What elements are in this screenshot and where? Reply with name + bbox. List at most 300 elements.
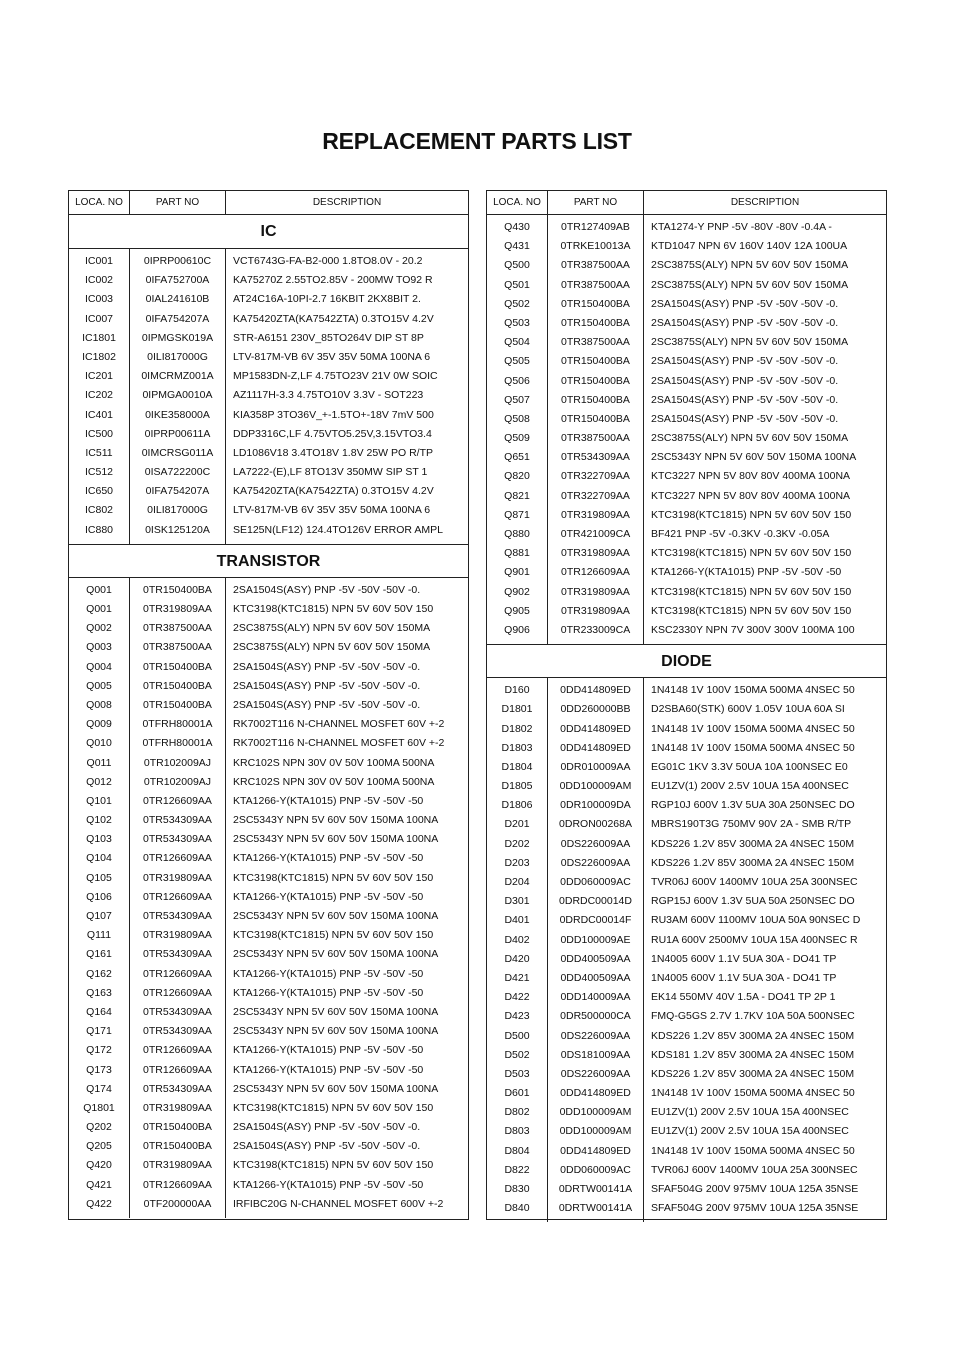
loca-no-cell: IC002 xyxy=(69,271,130,290)
loca-no-cell: Q003 xyxy=(69,638,130,657)
description-cell: KTA1266-Y(KTA1015) PNP -5V -50V -50 xyxy=(233,890,424,903)
loca-no-cell: D830 xyxy=(487,1180,548,1199)
part-no-cell: 0DD100009AM xyxy=(548,1103,644,1122)
part-no-cell: 0DS181009AA xyxy=(548,1046,644,1065)
part-no-cell: 0DR500000CA xyxy=(548,1007,644,1026)
part-no-cell: 0IAL241610B xyxy=(130,290,226,309)
part-no-cell: 0TR150400BA xyxy=(130,1118,226,1137)
table-row xyxy=(69,501,468,520)
table-row xyxy=(69,715,468,734)
loca-no-cell: IC500 xyxy=(69,425,130,444)
description-cell: KDS226 1.2V 85V 300MA 2A 4NSEC 150M xyxy=(651,837,855,850)
part-no-cell: 0DS226009AA xyxy=(548,835,644,854)
loca-no-cell: D601 xyxy=(487,1084,548,1103)
description-cell: LTV-817M-VB 6V 35V 35V 50MA 100NA 6 xyxy=(233,350,431,363)
part-no-cell: 0IMCRSG011A xyxy=(130,444,226,463)
part-no-cell: 0TFRH80001A xyxy=(130,734,226,753)
table-row xyxy=(487,1007,886,1026)
table-row xyxy=(487,1180,886,1199)
loca-no-cell: D1801 xyxy=(487,700,548,719)
loca-no-cell: Q881 xyxy=(487,544,548,563)
section-rows xyxy=(487,215,886,644)
table-row xyxy=(487,410,886,429)
description-cell: 2SA1504S(ASY) PNP -5V -50V -50V -0. xyxy=(651,412,839,425)
part-no-cell: 0TR102009AJ xyxy=(130,773,226,792)
header-loca: LOCA. NO xyxy=(69,191,130,214)
description-cell: SFAF504G 200V 975MV 10UA 125A 35NSE xyxy=(651,1183,859,1195)
part-no-cell: 0TR319809AA xyxy=(548,602,644,621)
loca-no-cell: D802 xyxy=(487,1103,548,1122)
table-row xyxy=(69,830,468,849)
part-no-cell: 0DD100009AM xyxy=(548,777,644,796)
part-no-cell: 0ILI817000G xyxy=(130,501,226,520)
description-cell: 2SA1504S(ASY) PNP -5V -50V -50V -0. xyxy=(233,583,421,596)
description-cell: 2SC5343Y NPN 5V 60V 50V 150MA 100NA xyxy=(233,833,439,846)
loca-no-cell: D1804 xyxy=(487,758,548,777)
part-no-cell: 0TR319809AA xyxy=(130,869,226,888)
table-row xyxy=(487,544,886,563)
description-cell: MP1583DN-Z,LF 4.75TO23V 21V 0W SOIC xyxy=(233,370,438,383)
table-row xyxy=(69,581,468,600)
loca-no-cell: D803 xyxy=(487,1122,548,1141)
description-cell: KTA1266-Y(KTA1015) PNP -5V -50V -50 xyxy=(233,794,424,807)
table-row xyxy=(69,463,468,482)
table-row xyxy=(487,815,886,834)
table-row xyxy=(69,1137,468,1156)
part-no-cell: 0TR534309AA xyxy=(130,830,226,849)
part-no-cell: 0DR010009AA xyxy=(548,758,644,777)
parts-table-left xyxy=(68,190,469,1220)
description-cell: RU3AM 600V 1100MV 10UA 50A 90NSEC D xyxy=(651,914,861,927)
part-no-cell: 0DS226009AA xyxy=(548,1027,644,1046)
table-row xyxy=(69,907,468,926)
part-no-cell: 0TR534309AA xyxy=(130,811,226,830)
section-rows xyxy=(487,678,886,1222)
part-no-cell: 0DD400509AA xyxy=(548,950,644,969)
loca-no-cell: D420 xyxy=(487,950,548,969)
part-no-cell: 0TR319809AA xyxy=(130,1099,226,1118)
part-no-cell: 0DD140009AA xyxy=(548,988,644,1007)
table-row xyxy=(69,888,468,907)
table-row xyxy=(69,482,468,501)
part-no-cell: 0DD060009AC xyxy=(548,1161,644,1180)
description-cell: KRC102S NPN 30V 0V 50V 100MA 500NA xyxy=(233,775,435,788)
part-no-cell: 0TR150400BA xyxy=(548,314,644,333)
loca-no-cell: Q902 xyxy=(487,583,548,602)
part-no-cell: 0TR387500AA xyxy=(130,638,226,657)
loca-no-cell: D1803 xyxy=(487,739,548,758)
part-no-cell: 0TR534309AA xyxy=(548,448,644,467)
loca-no-cell: Q506 xyxy=(487,372,548,391)
description-cell: SE125N(LF12) 124.4TO126V ERROR AMPL xyxy=(233,523,443,536)
description-cell: 2SA1504S(ASY) PNP -5V -50V -50V -0. xyxy=(233,660,421,673)
description-cell: 2SA1504S(ASY) PNP -5V -50V -50V -0. xyxy=(651,316,839,329)
loca-no-cell: IC511 xyxy=(69,444,130,463)
header-part: PART NO xyxy=(130,191,226,214)
part-no-cell: 0IMCRMZ001A xyxy=(130,367,226,386)
table-row xyxy=(487,1084,886,1103)
table-row xyxy=(69,271,468,290)
description-cell: KTC3198(KTC1815) NPN 5V 60V 50V 150 xyxy=(651,604,852,617)
part-no-cell: 0TR126609AA xyxy=(130,965,226,984)
table-row xyxy=(69,773,468,792)
description-cell: 2SC3875S(ALY) NPN 5V 60V 50V 150MA xyxy=(651,336,849,349)
loca-no-cell: D401 xyxy=(487,911,548,930)
table-row xyxy=(487,1122,886,1141)
loca-no-cell: D840 xyxy=(487,1199,548,1218)
table-row xyxy=(487,988,886,1007)
table-row xyxy=(69,811,468,830)
table-row xyxy=(487,873,886,892)
loca-no-cell: D1805 xyxy=(487,777,548,796)
loca-no-cell: Q1801 xyxy=(69,1099,130,1118)
loca-no-cell: Q102 xyxy=(69,811,130,830)
loca-no-cell: D402 xyxy=(487,931,548,950)
loca-no-cell: Q008 xyxy=(69,696,130,715)
part-no-cell: 0TR150400BA xyxy=(548,391,644,410)
part-no-cell: 0DD260000BB xyxy=(548,700,644,719)
loca-no-cell: IC007 xyxy=(69,310,130,329)
part-no-cell: 0DRON00268A xyxy=(548,815,644,834)
table-row xyxy=(69,521,468,540)
description-cell: KTD1047 NPN 6V 160V 140V 12A 100UA xyxy=(651,240,848,253)
part-no-cell: 0DRTW00141A xyxy=(548,1199,644,1218)
part-no-cell: 0IKE358000A xyxy=(130,406,226,425)
loca-no-cell: Q871 xyxy=(487,506,548,525)
part-no-cell: 0TR150400BA xyxy=(130,581,226,600)
loca-no-cell: Q420 xyxy=(69,1156,130,1175)
loca-no-cell: Q107 xyxy=(69,907,130,926)
description-cell: 2SC3875S(ALY) NPN 5V 60V 50V 150MA xyxy=(651,278,849,291)
table-row xyxy=(69,638,468,657)
loca-no-cell: D201 xyxy=(487,815,548,834)
description-cell: 1N4148 1V 100V 150MA 500MA 4NSEC 50 xyxy=(651,1144,855,1157)
loca-no-cell: IC1801 xyxy=(69,329,130,348)
loca-no-cell: IC880 xyxy=(69,521,130,540)
description-cell: 2SC5343Y NPN 5V 60V 50V 150MA 100NA xyxy=(233,1005,439,1018)
description-cell: KDS181 1.2V 85V 300MA 2A 4NSEC 150M xyxy=(651,1048,855,1061)
table-row xyxy=(487,739,886,758)
table-row xyxy=(69,734,468,753)
loca-no-cell: Q906 xyxy=(487,621,548,640)
loca-no-cell: D503 xyxy=(487,1065,548,1084)
loca-no-cell: Q500 xyxy=(487,256,548,275)
part-no-cell: 0TR421009CA xyxy=(548,525,644,544)
table-row xyxy=(69,869,468,888)
part-no-cell: 0TR319809AA xyxy=(130,600,226,619)
description-cell: 2SC5343Y NPN 5V 60V 50V 150MA 100NA xyxy=(233,814,439,827)
section-heading: TRANSISTOR xyxy=(69,544,468,578)
description-cell: TVR06J 600V 1400MV 10UA 25A 300NSEC xyxy=(651,876,858,888)
header-loca: LOCA. NO xyxy=(487,191,548,214)
loca-no-cell: IC802 xyxy=(69,501,130,520)
header-desc: DESCRIPTION xyxy=(730,197,800,208)
description-cell: 2SC5343Y NPN 5V 60V 50V 150MA 100NA xyxy=(233,948,439,961)
table-row xyxy=(487,333,886,352)
part-no-cell: 0TR126609AA xyxy=(548,563,644,582)
table-row xyxy=(487,621,886,640)
loca-no-cell: D1802 xyxy=(487,720,548,739)
part-no-cell: 0DS226009AA xyxy=(548,854,644,873)
part-no-cell: 0DD100009AE xyxy=(548,931,644,950)
part-no-cell: 0TR319809AA xyxy=(130,926,226,945)
loca-no-cell: Q011 xyxy=(69,754,130,773)
table-row xyxy=(69,1099,468,1118)
table-row xyxy=(487,1103,886,1122)
part-no-cell: 0IFA754207A xyxy=(130,482,226,501)
table-row xyxy=(69,406,468,425)
description-cell: KIA358P 3TO36V_+-1.5TO+-18V 7mV 500 xyxy=(233,408,434,421)
loca-no-cell: Q501 xyxy=(487,276,548,295)
description-cell: KTC3227 NPN 5V 80V 80V 400MA 100NA xyxy=(651,489,851,502)
table-row xyxy=(69,367,468,386)
loca-no-cell: Q104 xyxy=(69,849,130,868)
table-row xyxy=(69,926,468,945)
description-cell: EU1ZV(1) 200V 2.5V 10UA 15A 400NSEC xyxy=(651,1106,849,1119)
part-no-cell: 0TR319809AA xyxy=(130,1156,226,1175)
section-heading: IC xyxy=(69,215,468,249)
loca-no-cell: Q430 xyxy=(487,218,548,237)
loca-no-cell: Q507 xyxy=(487,391,548,410)
loca-no-cell: Q163 xyxy=(69,984,130,1003)
description-cell: 2SA1504S(ASY) PNP -5V -50V -50V -0. xyxy=(651,297,839,310)
table-row xyxy=(69,849,468,868)
table-row xyxy=(69,348,468,367)
table-row xyxy=(69,1118,468,1137)
table-row xyxy=(69,290,468,309)
part-no-cell: 0TR233009CA xyxy=(548,621,644,640)
description-cell: KDS226 1.2V 85V 300MA 2A 4NSEC 150M xyxy=(651,1029,855,1042)
part-no-cell: 0IPMGSK019A xyxy=(130,329,226,348)
description-cell: 2SA1504S(ASY) PNP -5V -50V -50V -0. xyxy=(651,374,839,387)
part-no-cell: 0TR150400BA xyxy=(548,295,644,314)
page-title: REPLACEMENT PARTS LIST xyxy=(322,128,632,154)
part-no-cell: 0TR534309AA xyxy=(130,945,226,964)
table-row xyxy=(487,352,886,371)
description-cell: 2SA1504S(ASY) PNP -5V -50V -50V -0. xyxy=(651,355,839,368)
description-cell: D2SBA60(STK) 600V 1.05V 10UA 60A SI xyxy=(651,703,845,716)
description-cell: 1N4148 1V 100V 150MA 500MA 4NSEC 50 xyxy=(651,1087,855,1100)
loca-no-cell: IC401 xyxy=(69,406,130,425)
loca-no-cell: Q505 xyxy=(487,352,548,371)
loca-no-cell: IC650 xyxy=(69,482,130,501)
table-row xyxy=(487,681,886,700)
parts-table-right xyxy=(486,190,887,1220)
part-no-cell: 0DD414809ED xyxy=(548,739,644,758)
description-cell: KTC3198(KTC1815) NPN 5V 60V 50V 150 xyxy=(651,508,852,521)
description-cell: KDS226 1.2V 85V 300MA 2A 4NSEC 150M xyxy=(651,1067,855,1080)
description-cell: RU1A 600V 2500MV 10UA 15A 400NSEC R xyxy=(651,933,858,946)
section-heading: DIODE xyxy=(487,644,886,678)
description-cell: KTA1274-Y PNP -5V -80V -80V -0.4A - xyxy=(651,221,832,233)
description-cell: 2SC3875S(ALY) NPN 5V 60V 50V 150MA xyxy=(233,641,431,654)
description-cell: 2SC5343Y NPN 5V 60V 50V 150MA 100NA xyxy=(651,451,857,464)
description-cell: LTV-817M-VB 6V 35V 35V 50MA 100NA 6 xyxy=(233,504,431,517)
part-no-cell: 0TR534309AA xyxy=(130,1080,226,1099)
description-cell: KA75420ZTA(KA7542ZTA) 0.3TO15V 4.2V xyxy=(233,312,434,325)
loca-no-cell: D500 xyxy=(487,1027,548,1046)
loca-no-cell: Q431 xyxy=(487,237,548,256)
table-row xyxy=(69,425,468,444)
table-row xyxy=(487,237,886,256)
loca-no-cell: Q005 xyxy=(69,677,130,696)
description-cell: KDS226 1.2V 85V 300MA 2A 4NSEC 150M xyxy=(651,856,855,869)
table-row xyxy=(487,1027,886,1046)
table-row xyxy=(69,1061,468,1080)
table-row xyxy=(487,563,886,582)
part-no-cell: 0TR319809AA xyxy=(548,506,644,525)
description-cell: KTC3198(KTC1815) NPN 5V 60V 50V 150 xyxy=(233,1159,434,1172)
table-row xyxy=(487,467,886,486)
part-no-cell: 0TR322709AA xyxy=(548,467,644,486)
description-cell: 1N4005 600V 1.1V 5UA 30A - DO41 TP xyxy=(651,952,837,965)
table-row xyxy=(487,758,886,777)
part-no-cell: 0TR126609AA xyxy=(130,1176,226,1195)
table-body xyxy=(487,215,886,1222)
part-no-cell: 0DRDC00014F xyxy=(548,911,644,930)
table-row xyxy=(69,252,468,271)
part-no-cell: 0TR126609AA xyxy=(130,1061,226,1080)
loca-no-cell: D502 xyxy=(487,1046,548,1065)
description-cell: KTC3198(KTC1815) NPN 5V 60V 50V 150 xyxy=(651,547,852,560)
description-cell: KTC3198(KTC1815) NPN 5V 60V 50V 150 xyxy=(233,871,434,884)
description-cell: MBRS190T3G 750MV 90V 2A - SMB R/TP xyxy=(651,818,852,831)
description-cell: KRC102S NPN 30V 0V 50V 100MA 500NA xyxy=(233,756,435,769)
description-cell: KTC3198(KTC1815) NPN 5V 60V 50V 150 xyxy=(233,1101,434,1114)
table-row xyxy=(487,295,886,314)
loca-no-cell: Q101 xyxy=(69,792,130,811)
table-row xyxy=(487,835,886,854)
loca-no-cell: D822 xyxy=(487,1161,548,1180)
description-cell: 2SA1504S(ASY) PNP -5V -50V -50V -0. xyxy=(233,679,421,692)
description-cell: RK7002T116 N-CHANNEL MOSFET 60V +-2 xyxy=(233,718,445,731)
description-cell: AT24C16A-10PI-2.7 16KBIT 2KX8BIT 2. xyxy=(233,293,421,306)
description-cell: TVR06J 600V 1400MV 10UA 25A 300NSEC xyxy=(651,1163,858,1176)
part-no-cell: 0TR319809AA xyxy=(548,583,644,602)
loca-no-cell: Q174 xyxy=(69,1080,130,1099)
loca-no-cell: Q171 xyxy=(69,1022,130,1041)
table-row xyxy=(69,677,468,696)
table-row xyxy=(487,1199,886,1218)
description-cell: KTA1266-Y(KTA1015) PNP -5V -50V -50 xyxy=(233,1044,424,1057)
table-row xyxy=(487,969,886,988)
table-row xyxy=(487,602,886,621)
table-row xyxy=(487,700,886,719)
loca-no-cell: Q651 xyxy=(487,448,548,467)
loca-no-cell: IC201 xyxy=(69,367,130,386)
loca-no-cell: Q821 xyxy=(487,487,548,506)
loca-no-cell: Q106 xyxy=(69,888,130,907)
description-cell: KTC3198(KTC1815) NPN 5V 60V 50V 150 xyxy=(233,929,434,942)
description-cell: STR-A6151 230V_85TO264V DIP ST 8P xyxy=(233,331,424,344)
loca-no-cell: Q205 xyxy=(69,1137,130,1156)
description-cell: RK7002T116 N-CHANNEL MOSFET 60V +-2 xyxy=(233,737,445,750)
description-cell: KTA1266-Y(KTA1015) PNP -5V -50V -50 xyxy=(233,967,424,980)
table-row xyxy=(487,892,886,911)
loca-no-cell: Q173 xyxy=(69,1061,130,1080)
table-row xyxy=(69,600,468,619)
loca-no-cell: D301 xyxy=(487,892,548,911)
loca-no-cell: Q905 xyxy=(487,602,548,621)
loca-no-cell: Q009 xyxy=(69,715,130,734)
table-row xyxy=(487,448,886,467)
description-cell: 1N4148 1V 100V 150MA 500MA 4NSEC 50 xyxy=(651,684,855,697)
table-row xyxy=(487,525,886,544)
table-row xyxy=(69,1003,468,1022)
part-no-cell: 0TR127409AB xyxy=(548,218,644,237)
loca-no-cell: Q105 xyxy=(69,869,130,888)
description-cell: RGP10J 600V 1.3V 5UA 30A 250NSEC DO xyxy=(651,799,855,812)
table-row xyxy=(487,796,886,815)
loca-no-cell: IC202 xyxy=(69,386,130,405)
table-row xyxy=(487,911,886,930)
part-no-cell: 0TRKE10013A xyxy=(548,237,644,256)
loca-no-cell: Q001 xyxy=(69,600,130,619)
description-cell: IRFIBC20G N-CHANNEL MOSFET 600V +-2 xyxy=(233,1197,444,1210)
table-row xyxy=(487,276,886,295)
loca-no-cell: Q002 xyxy=(69,619,130,638)
part-no-cell: 0IFA752700A xyxy=(130,271,226,290)
part-no-cell: 0DRTW00141A xyxy=(548,1180,644,1199)
loca-no-cell: D423 xyxy=(487,1007,548,1026)
part-no-cell: 0TR126609AA xyxy=(130,849,226,868)
part-no-cell: 0IPRP00610C xyxy=(130,252,226,271)
table-row xyxy=(69,310,468,329)
part-no-cell: 0TR150400BA xyxy=(548,372,644,391)
loca-no-cell: IC512 xyxy=(69,463,130,482)
loca-no-cell: Q010 xyxy=(69,734,130,753)
loca-no-cell: Q503 xyxy=(487,314,548,333)
part-no-cell: 0ILI817000G xyxy=(130,348,226,367)
loca-no-cell: Q509 xyxy=(487,429,548,448)
table-row xyxy=(487,1046,886,1065)
part-no-cell: 0TR150400BA xyxy=(130,658,226,677)
part-no-cell: 0TF200000AA xyxy=(130,1195,226,1214)
part-no-cell: 0DRDC00014D xyxy=(548,892,644,911)
table-row xyxy=(69,945,468,964)
part-no-cell: 0DD414809ED xyxy=(548,1084,644,1103)
description-cell: 1N4148 1V 100V 150MA 500MA 4NSEC 50 xyxy=(651,722,855,735)
part-no-cell: 0TFRH80001A xyxy=(130,715,226,734)
table-row xyxy=(487,372,886,391)
description-cell: EU1ZV(1) 200V 2.5V 10UA 15A 400NSEC xyxy=(651,1125,849,1138)
description-cell: 2SA1504S(ASY) PNP -5V -50V -50V -0. xyxy=(233,1140,421,1153)
loca-no-cell: Q161 xyxy=(69,945,130,964)
table-row xyxy=(69,444,468,463)
part-no-cell: 0DD100009AM xyxy=(548,1122,644,1141)
table-row xyxy=(487,256,886,275)
description-cell: 2SC3875S(ALY) NPN 5V 60V 50V 150MA xyxy=(233,622,431,635)
table-row xyxy=(69,1080,468,1099)
loca-no-cell: Q422 xyxy=(69,1195,130,1214)
description-cell: EK14 550MV 40V 1.5A - DO41 TP 2P 1 xyxy=(651,991,836,1004)
part-no-cell: 0TR387500AA xyxy=(548,256,644,275)
description-cell: 2SC5343Y NPN 5V 60V 50V 150MA 100NA xyxy=(233,1082,439,1095)
part-no-cell: 0TR534309AA xyxy=(130,1022,226,1041)
description-cell: 1N4148 1V 100V 150MA 500MA 4NSEC 50 xyxy=(651,741,855,754)
part-no-cell: 0TR126609AA xyxy=(130,888,226,907)
table-row xyxy=(487,950,886,969)
loca-no-cell: Q111 xyxy=(69,926,130,945)
description-cell: KTA1266-Y(KTA1015) PNP -5V -50V -50 xyxy=(233,1063,424,1076)
part-no-cell: 0TR150400BA xyxy=(548,410,644,429)
table-row xyxy=(487,931,886,950)
table-row xyxy=(487,777,886,796)
section-rows xyxy=(69,578,468,1218)
table-row xyxy=(487,1142,886,1161)
loca-no-cell: Q012 xyxy=(69,773,130,792)
description-cell: LA7222-(E),LF 8TO13V 350MW SIP ST 1 xyxy=(233,466,428,479)
